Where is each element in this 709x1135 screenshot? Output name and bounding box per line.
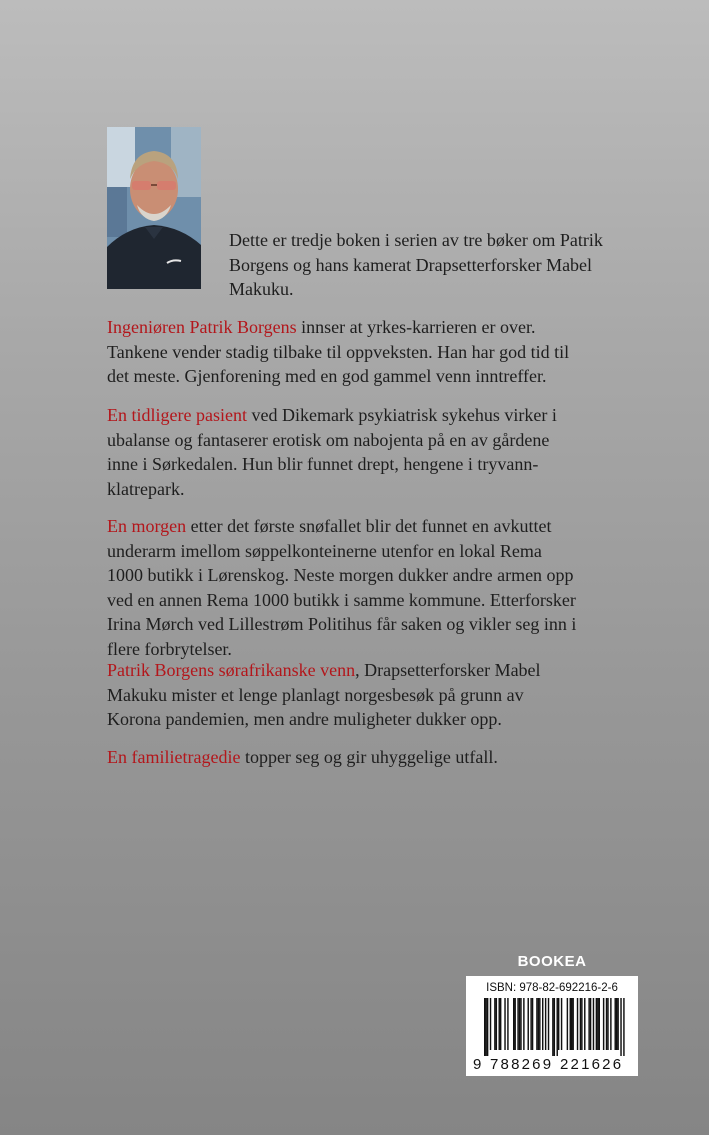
paragraph-1 (107, 315, 577, 389)
paragraph-4-lead: Patrik Borgens sørafrikanske venn (107, 660, 356, 680)
paragraph-5-text: topper seg og gir uhyggelige utfall. (240, 747, 498, 767)
isbn-label: ISBN: 978-82-692216-2-6 (486, 982, 618, 994)
paragraph-5 (107, 745, 577, 770)
paragraph-3-text: etter det første snøfallet blir det funnet en avkuttet underarm imellom søppelkonteinerne utenfor en lokal Rema 1000 butikk i Lørenskog. Neste morgen dukker andre armen opp ved en annen Rema 1000 butikk i samme kommune. Etterforsker Irina Mørch ved Lillestrøm Politihus får saken og vikler seg inn i flere forbrytelser. (107, 516, 577, 659)
paragraph-5-lead: En familietragedie (107, 747, 241, 767)
paragraph-2 (107, 403, 577, 501)
paragraph-4 (107, 658, 577, 732)
paragraph-2-lead: En tidligere pasient (107, 405, 247, 425)
barcode-icon (466, 998, 638, 1056)
author-portrait-icon (107, 127, 201, 289)
ean-left-group: 788269 (490, 1056, 554, 1073)
paragraph-3-lead: En morgen (107, 516, 187, 536)
publisher-name: BOOKEA (517, 953, 587, 970)
paragraph-3 (107, 514, 577, 661)
paragraph-4-text: , Drapsetterforsker Mabel Makuku mister et lenge planlagt norgesbesøk på grunn av Korona pandemien, men andre muligheter dukker opp. (107, 660, 541, 729)
paragraph-1-text: innser at yrkes-karrieren er over. Tankene vender stadig tilbake til oppveksten. Han har god tid til det meste. Gjenforening med en god gammel venn inntreffer. (107, 317, 570, 386)
series-intro: Dette er tredje boken i serien av tre bøker om Patrik Borgens og hans kamerat Drapsetterforsker Mabel Makuku. (229, 230, 603, 299)
paragraph-2-text: ved Dikemark psykiatrisk sykehus virker i ubalanse og fantaserer erotisk om nabojenta på en av gårdene inne i Sørkedalen. Hun blir funnet drept, hengene i tryvann-klatrepark. (107, 405, 557, 499)
isbn-barcode-box (466, 976, 638, 1076)
author-photo (107, 127, 201, 289)
ean-right-group: 221626 (560, 1056, 624, 1073)
paragraph-1-lead: Ingeniøren Patrik Borgens (107, 317, 297, 337)
ean-first-digit: 9 (473, 1056, 482, 1073)
